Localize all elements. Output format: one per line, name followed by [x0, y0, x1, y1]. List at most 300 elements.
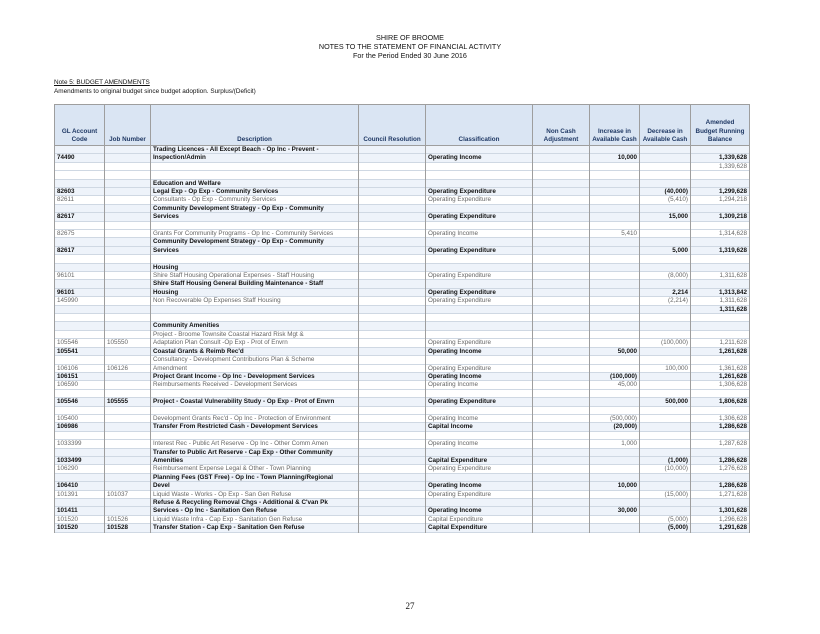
gl-cell: 106290: [55, 465, 105, 473]
table-row: [55, 456, 750, 464]
job-cell: [105, 204, 151, 212]
description-cell: [151, 305, 359, 313]
council-cell: [359, 507, 426, 515]
col-desc-label: Description: [237, 136, 272, 144]
classification-cell: [426, 356, 533, 364]
job-cell: [105, 440, 151, 448]
noncash-cell: [533, 213, 590, 221]
noncash-cell: [533, 280, 590, 288]
gl-cell: 82603: [55, 188, 105, 196]
description-cell: Amendment: [151, 364, 359, 372]
gl-cell: 105546: [55, 339, 105, 347]
balance-cell: [691, 356, 750, 364]
table-row: [55, 246, 750, 254]
table-row: [55, 322, 750, 330]
council-cell: [359, 213, 426, 221]
decrease-cell: [640, 179, 691, 187]
gl-cell: [55, 314, 105, 322]
job-cell: [105, 372, 151, 380]
description-cell: Housing: [151, 288, 359, 296]
decrease-cell: [640, 330, 691, 338]
col-increase-line-1: Increase in: [598, 127, 631, 135]
gl-cell: 106590: [55, 381, 105, 389]
col-decrease-line-1: Decrease in: [647, 127, 683, 135]
noncash-cell: [533, 490, 590, 498]
balance-cell: [691, 179, 750, 187]
decrease-cell: [640, 482, 691, 490]
noncash-cell: [533, 305, 590, 313]
col-increase-line-2: Available Cash: [592, 136, 637, 144]
job-cell: [105, 322, 151, 330]
job-cell: [105, 507, 151, 515]
balance-cell: 1,311,628: [691, 272, 750, 280]
description-cell: Consultancy - Development Contributions Plan & Scheme: [151, 356, 359, 364]
council-cell: [359, 456, 426, 464]
balance-cell: [691, 498, 750, 506]
decrease-cell: [640, 162, 691, 170]
decrease-cell: [640, 381, 691, 389]
gl-cell: 105541: [55, 347, 105, 355]
classification-cell: [426, 322, 533, 330]
council-cell: [359, 448, 426, 456]
noncash-cell: [533, 339, 590, 347]
classification-cell: [426, 305, 533, 313]
budget-amendments-table: [54, 104, 750, 533]
job-cell: [105, 221, 151, 229]
council-cell: [359, 398, 426, 406]
classification-cell: Operating Income: [426, 347, 533, 355]
decrease-cell: [640, 356, 691, 364]
increase-cell: 30,000: [590, 507, 640, 515]
council-cell: [359, 280, 426, 288]
classification-cell: [426, 255, 533, 263]
gl-cell: [55, 406, 105, 414]
description-cell: Shire Staff Housing Operational Expenses - Staff Housing: [151, 272, 359, 280]
council-cell: [359, 255, 426, 263]
gl-cell: [55, 263, 105, 271]
decrease-cell: [640, 263, 691, 271]
council-cell: [359, 347, 426, 355]
table-row: [55, 230, 750, 238]
noncash-cell: [533, 423, 590, 431]
classification-cell: Capital Income: [426, 423, 533, 431]
council-cell: [359, 162, 426, 170]
col-job-number: [105, 105, 151, 146]
balance-cell: [691, 448, 750, 456]
increase-cell: [590, 406, 640, 414]
gl-cell: 106106: [55, 364, 105, 372]
noncash-cell: [533, 221, 590, 229]
decrease-cell: [640, 154, 691, 162]
balance-cell: 1,309,218: [691, 213, 750, 221]
description-cell: Transfer From Restricted Cash - Development Services: [151, 423, 359, 431]
description-cell: [151, 389, 359, 397]
col-council-resolution: [359, 105, 426, 146]
table-row: [55, 272, 750, 280]
noncash-cell: [533, 347, 590, 355]
table-row: [55, 179, 750, 187]
decrease-cell: (15,000): [640, 490, 691, 498]
classification-cell: [426, 280, 533, 288]
gl-cell: [55, 431, 105, 439]
decrease-cell: 15,000: [640, 213, 691, 221]
col-increase: [590, 105, 640, 146]
job-cell: [105, 431, 151, 439]
noncash-cell: [533, 255, 590, 263]
table-row: [55, 423, 750, 431]
increase-cell: [590, 490, 640, 498]
balance-cell: 1,319,628: [691, 246, 750, 254]
balance-cell: 1,271,628: [691, 490, 750, 498]
classification-cell: [426, 406, 533, 414]
table-row: [55, 288, 750, 296]
noncash-cell: [533, 272, 590, 280]
classification-cell: Operating Expenditure: [426, 196, 533, 204]
decrease-cell: [640, 440, 691, 448]
increase-cell: [590, 465, 640, 473]
classification-cell: Operating Income: [426, 230, 533, 238]
job-cell: [105, 297, 151, 305]
classification-cell: [426, 146, 533, 154]
increase-cell: (100,000): [590, 372, 640, 380]
balance-cell: 1,261,628: [691, 372, 750, 380]
decrease-cell: (5,000): [640, 524, 691, 532]
table-row: [55, 448, 750, 456]
classification-cell: Operating Expenditure: [426, 246, 533, 254]
gl-cell: 101411: [55, 507, 105, 515]
increase-cell: 10,000: [590, 482, 640, 490]
balance-cell: [691, 280, 750, 288]
council-cell: [359, 146, 426, 154]
table-row: [55, 146, 750, 154]
gl-cell: 1033499: [55, 456, 105, 464]
col-non-cash: [533, 105, 590, 146]
balance-cell: [691, 238, 750, 246]
increase-cell: [590, 515, 640, 523]
council-cell: [359, 406, 426, 414]
description-cell: Coastal Grants & Reimb Rec'd: [151, 347, 359, 355]
job-cell: [105, 448, 151, 456]
council-cell: [359, 389, 426, 397]
council-cell: [359, 272, 426, 280]
table-row: [55, 381, 750, 389]
description-cell: [151, 221, 359, 229]
col-description: [151, 105, 359, 146]
description-cell: Liquid Waste Infra - Cap Exp - Sanitation Gen Refuse: [151, 515, 359, 523]
description-cell: Development Grants Rec'd - Op Inc - Protection of Environment: [151, 414, 359, 422]
decrease-cell: (8,000): [640, 272, 691, 280]
balance-cell: [691, 171, 750, 179]
gl-cell: [55, 356, 105, 364]
gl-cell: 101520: [55, 524, 105, 532]
col-gl-line-2: Code: [71, 136, 88, 144]
council-cell: [359, 230, 426, 238]
gl-cell: [55, 171, 105, 179]
noncash-cell: [533, 330, 590, 338]
description-cell: Planning Fees (GST Free) - Op Inc - Town Planning/Regional: [151, 473, 359, 481]
balance-cell: [691, 473, 750, 481]
council-cell: [359, 515, 426, 523]
table-row: [55, 490, 750, 498]
balance-cell: 1,806,628: [691, 398, 750, 406]
increase-cell: [590, 255, 640, 263]
balance-cell: 1,299,628: [691, 188, 750, 196]
classification-cell: [426, 263, 533, 271]
classification-cell: Operating Income: [426, 372, 533, 380]
gl-cell: [55, 238, 105, 246]
noncash-cell: [533, 515, 590, 523]
description-cell: [151, 406, 359, 414]
noncash-cell: [533, 364, 590, 372]
table-row: [55, 196, 750, 204]
job-cell: [105, 498, 151, 506]
job-cell: [105, 280, 151, 288]
table-row: [55, 280, 750, 288]
decrease-cell: (100,000): [640, 339, 691, 347]
increase-cell: [590, 524, 640, 532]
increase-cell: [590, 314, 640, 322]
increase-cell: [590, 364, 640, 372]
noncash-cell: [533, 171, 590, 179]
noncash-cell: [533, 456, 590, 464]
description-cell: Community Development Strategy - Op Exp - Community: [151, 238, 359, 246]
description-cell: Services: [151, 213, 359, 221]
noncash-cell: [533, 431, 590, 439]
increase-cell: [590, 146, 640, 154]
job-cell: [105, 238, 151, 246]
job-cell: [105, 213, 151, 221]
council-cell: [359, 431, 426, 439]
classification-cell: [426, 330, 533, 338]
classification-cell: [426, 431, 533, 439]
description-cell: Services: [151, 246, 359, 254]
classification-cell: Operating Expenditure: [426, 339, 533, 347]
balance-cell: 1,286,628: [691, 482, 750, 490]
council-cell: [359, 440, 426, 448]
decrease-cell: (5,410): [640, 196, 691, 204]
col-amended-line-3: Balance: [707, 136, 733, 144]
noncash-cell: [533, 524, 590, 532]
table-row: [55, 154, 750, 162]
balance-cell: [691, 255, 750, 263]
increase-cell: [590, 204, 640, 212]
job-cell: [105, 146, 151, 154]
balance-cell: [691, 204, 750, 212]
noncash-cell: [533, 406, 590, 414]
noncash-cell: [533, 288, 590, 296]
balance-cell: 1,306,628: [691, 381, 750, 389]
increase-cell: [590, 272, 640, 280]
job-cell: [105, 406, 151, 414]
job-cell: [105, 305, 151, 313]
balance-cell: [691, 431, 750, 439]
classification-cell: [426, 473, 533, 481]
decrease-cell: [640, 230, 691, 238]
classification-cell: Operating Expenditure: [426, 288, 533, 296]
col-amended-line-2: Budget Running: [695, 127, 745, 135]
job-cell: [105, 482, 151, 490]
increase-cell: [590, 456, 640, 464]
noncash-cell: [533, 322, 590, 330]
council-cell: [359, 297, 426, 305]
decrease-cell: [640, 314, 691, 322]
col-noncash-line-1: Non Cash: [546, 127, 576, 135]
balance-cell: [691, 330, 750, 338]
gl-cell: [55, 330, 105, 338]
balance-cell: 1,301,628: [691, 507, 750, 515]
council-cell: [359, 305, 426, 313]
job-cell: [105, 196, 151, 204]
decrease-cell: [640, 473, 691, 481]
decrease-cell: [640, 448, 691, 456]
decrease-cell: [640, 423, 691, 431]
col-classification: [426, 105, 533, 146]
increase-cell: [590, 398, 640, 406]
table-row: [55, 440, 750, 448]
classification-cell: [426, 171, 533, 179]
gl-cell: 105400: [55, 414, 105, 422]
classification-cell: [426, 389, 533, 397]
balance-cell: 1,211,628: [691, 339, 750, 347]
decrease-cell: 500,000: [640, 398, 691, 406]
classification-cell: [426, 498, 533, 506]
noncash-cell: [533, 314, 590, 322]
job-cell: [105, 465, 151, 473]
description-cell: Non Recoverable Op Expenses Staff Housing: [151, 297, 359, 305]
gl-cell: 82675: [55, 230, 105, 238]
note-title: Note 5: BUDGET AMENDMENTS: [54, 79, 150, 86]
col-gl-line-1: GL Account: [61, 127, 98, 135]
org-name: SHIRE OF BROOME: [376, 33, 444, 42]
col-decrease: [640, 105, 691, 146]
table-row: [55, 398, 750, 406]
balance-cell: 1,286,628: [691, 456, 750, 464]
increase-cell: [590, 473, 640, 481]
description-cell: Liquid Waste - Works - Op Exp - San Gen Refuse: [151, 490, 359, 498]
council-cell: [359, 246, 426, 254]
report-period: For the Period Ended 30 June 2016: [353, 51, 467, 60]
description-cell: Education and Welfare: [151, 179, 359, 187]
balance-cell: [691, 406, 750, 414]
job-cell: [105, 162, 151, 170]
job-cell: [105, 288, 151, 296]
table-row: [55, 204, 750, 212]
gl-cell: 82617: [55, 246, 105, 254]
job-cell: [105, 473, 151, 481]
noncash-cell: [533, 204, 590, 212]
decrease-cell: (5,000): [640, 515, 691, 523]
job-cell: 101037: [105, 490, 151, 498]
classification-cell: [426, 314, 533, 322]
increase-cell: [590, 280, 640, 288]
classification-cell: Operating Expenditure: [426, 465, 533, 473]
gl-cell: [55, 204, 105, 212]
decrease-cell: (1,000): [640, 456, 691, 464]
balance-cell: [691, 322, 750, 330]
col-gl-code: [55, 105, 105, 146]
decrease-cell: 2,214: [640, 288, 691, 296]
table-row: [55, 524, 750, 532]
balance-cell: [691, 314, 750, 322]
table-row: [55, 473, 750, 481]
council-cell: [359, 356, 426, 364]
increase-cell: 50,000: [590, 347, 640, 355]
gl-cell: [55, 255, 105, 263]
table-row: [55, 347, 750, 355]
decrease-cell: 100,000: [640, 364, 691, 372]
noncash-cell: [533, 230, 590, 238]
table-row: [55, 498, 750, 506]
noncash-cell: [533, 154, 590, 162]
noncash-cell: [533, 238, 590, 246]
description-cell: [151, 431, 359, 439]
gl-cell: 145990: [55, 297, 105, 305]
balance-cell: 1,291,628: [691, 524, 750, 532]
council-cell: [359, 465, 426, 473]
increase-cell: [590, 448, 640, 456]
col-class-label: Classification: [458, 136, 500, 144]
gl-cell: 101391: [55, 490, 105, 498]
table-row: [55, 372, 750, 380]
table-row: [55, 330, 750, 338]
description-cell: Interest Rec - Public Art Reserve - Op Inc - Other Comm Amen: [151, 440, 359, 448]
job-cell: [105, 347, 151, 355]
description-cell: Trading Licences - All Except Beach - Op Inc - Prevent -: [151, 146, 359, 154]
balance-cell: 1,296,628: [691, 515, 750, 523]
increase-cell: [590, 179, 640, 187]
gl-cell: [55, 322, 105, 330]
increase-cell: [590, 322, 640, 330]
balance-cell: [691, 389, 750, 397]
classification-cell: Operating Expenditure: [426, 213, 533, 221]
table-row: [55, 389, 750, 397]
balance-cell: 1,294,218: [691, 196, 750, 204]
council-cell: [359, 288, 426, 296]
table-row: [55, 339, 750, 347]
increase-cell: [590, 356, 640, 364]
classification-cell: Operating Expenditure: [426, 272, 533, 280]
job-cell: [105, 246, 151, 254]
balance-cell: [691, 263, 750, 271]
noncash-cell: [533, 246, 590, 254]
noncash-cell: [533, 465, 590, 473]
increase-cell: [590, 498, 640, 506]
table-row: [55, 305, 750, 313]
decrease-cell: [640, 322, 691, 330]
gl-cell: 106151: [55, 372, 105, 380]
gl-cell: 106410: [55, 482, 105, 490]
description-cell: Project Grant Income - Op Inc - Development Services: [151, 372, 359, 380]
classification-cell: Operating Income: [426, 440, 533, 448]
noncash-cell: [533, 398, 590, 406]
table-row: [55, 465, 750, 473]
col-job-label: Job Number: [109, 136, 146, 144]
increase-cell: [590, 196, 640, 204]
job-cell: 101526: [105, 515, 151, 523]
classification-cell: Operating Expenditure: [426, 490, 533, 498]
description-cell: Inspection/Admin: [151, 154, 359, 162]
decrease-cell: [640, 372, 691, 380]
table-row: [55, 414, 750, 422]
decrease-cell: [640, 431, 691, 439]
description-cell: Consultants - Op Exp - Community Services: [151, 196, 359, 204]
gl-cell: [55, 146, 105, 154]
classification-cell: [426, 204, 533, 212]
table-row: [55, 297, 750, 305]
balance-cell: 1,306,628: [691, 414, 750, 422]
council-cell: [359, 473, 426, 481]
gl-cell: [55, 473, 105, 481]
